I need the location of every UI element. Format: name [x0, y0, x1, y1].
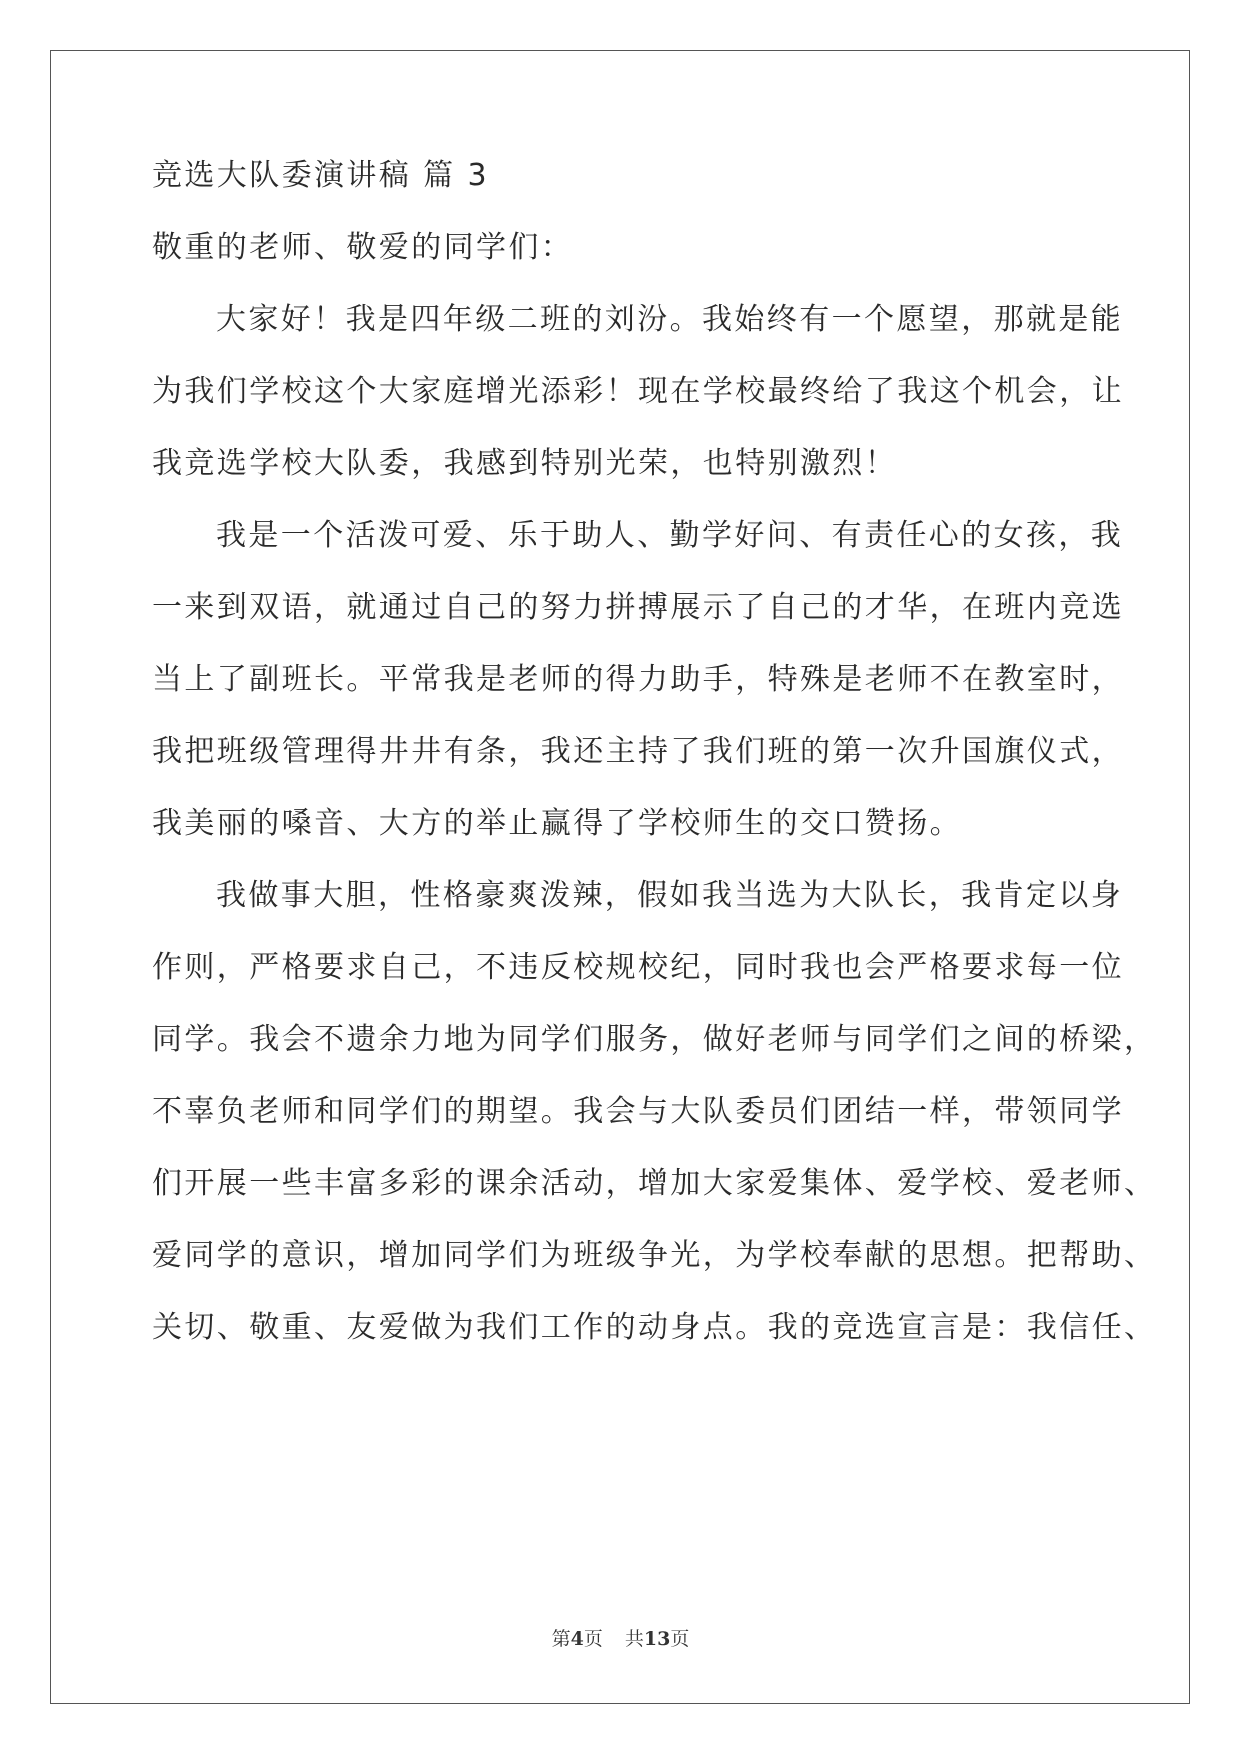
- total-pages: 13: [643, 1628, 671, 1650]
- paragraph-3-line-2: 作则，严格要求自己，不违反校规校纪，同时我也会严格要求每一位: [152, 950, 1124, 985]
- paragraph-1-line-1: 大家好！我是四年级二班的刘汾。我始终有一个愿望，那就是能: [216, 302, 1124, 337]
- document-title: 竞选大队委演讲稿 篇 3: [152, 158, 489, 193]
- paragraph-3-line-5: 们开展一些丰富多彩的课余活动，增加大家爱集体、爱学校、爱老师、: [152, 1166, 1157, 1201]
- paragraph-1-line-3: 我竞选学校大队委，我感到特别光荣，也特别激烈！: [152, 446, 898, 481]
- paragraph-2-line-3: 当上了副班长。平常我是老师的得力助手，特殊是老师不在教室时，: [152, 662, 1124, 697]
- paragraph-3-line-4: 不辜负老师和同学们的期望。我会与大队委员们团结一样，带领同学: [152, 1094, 1124, 1129]
- paragraph-3-line-1: 我做事大胆，性格豪爽泼辣，假如我当选为大队长，我肯定以身: [216, 878, 1124, 913]
- paragraph-3-line-7: 关切、敬重、友爱做为我们工作的动身点。我的竞选宣言是：我信任、: [152, 1310, 1157, 1345]
- paragraph-2-line-4: 我把班级管理得井井有条，我还主持了我们班的第一次升国旗仪式，: [152, 734, 1124, 769]
- page-number: 4: [570, 1628, 584, 1650]
- paragraph-2-line-5: 我美丽的嗓音、大方的举止赢得了学校师生的交口赞扬。: [152, 806, 962, 841]
- paragraph-2-line-2: 一来到双语，就通过自己的努力拼搏展示了自己的才华，在班内竞选: [152, 590, 1124, 625]
- paragraph-3-line-6: 爱同学的意识，增加同学们为班级争光，为学校奉献的思想。把帮助、: [152, 1238, 1157, 1273]
- total-suffix: 页: [670, 1628, 690, 1650]
- total-prefix: 共: [624, 1628, 644, 1650]
- greeting: 敬重的老师、敬爱的同学们：: [152, 230, 574, 265]
- paragraph-1-line-2: 为我们学校这个大家庭增光添彩！现在学校最终给了我这个机会，让: [152, 374, 1124, 409]
- page-footer: [0, 1624, 1241, 1651]
- paragraph-2-line-1: 我是一个活泼可爱、乐于助人、勤学好问、有责任心的女孩，我: [216, 518, 1124, 553]
- paragraph-3-line-3: 同学。我会不遗余力地为同学们服务，做好老师与同学们之间的桥梁，: [152, 1022, 1157, 1057]
- page-prefix: 第: [551, 1628, 571, 1650]
- page-suffix: 页: [583, 1628, 603, 1650]
